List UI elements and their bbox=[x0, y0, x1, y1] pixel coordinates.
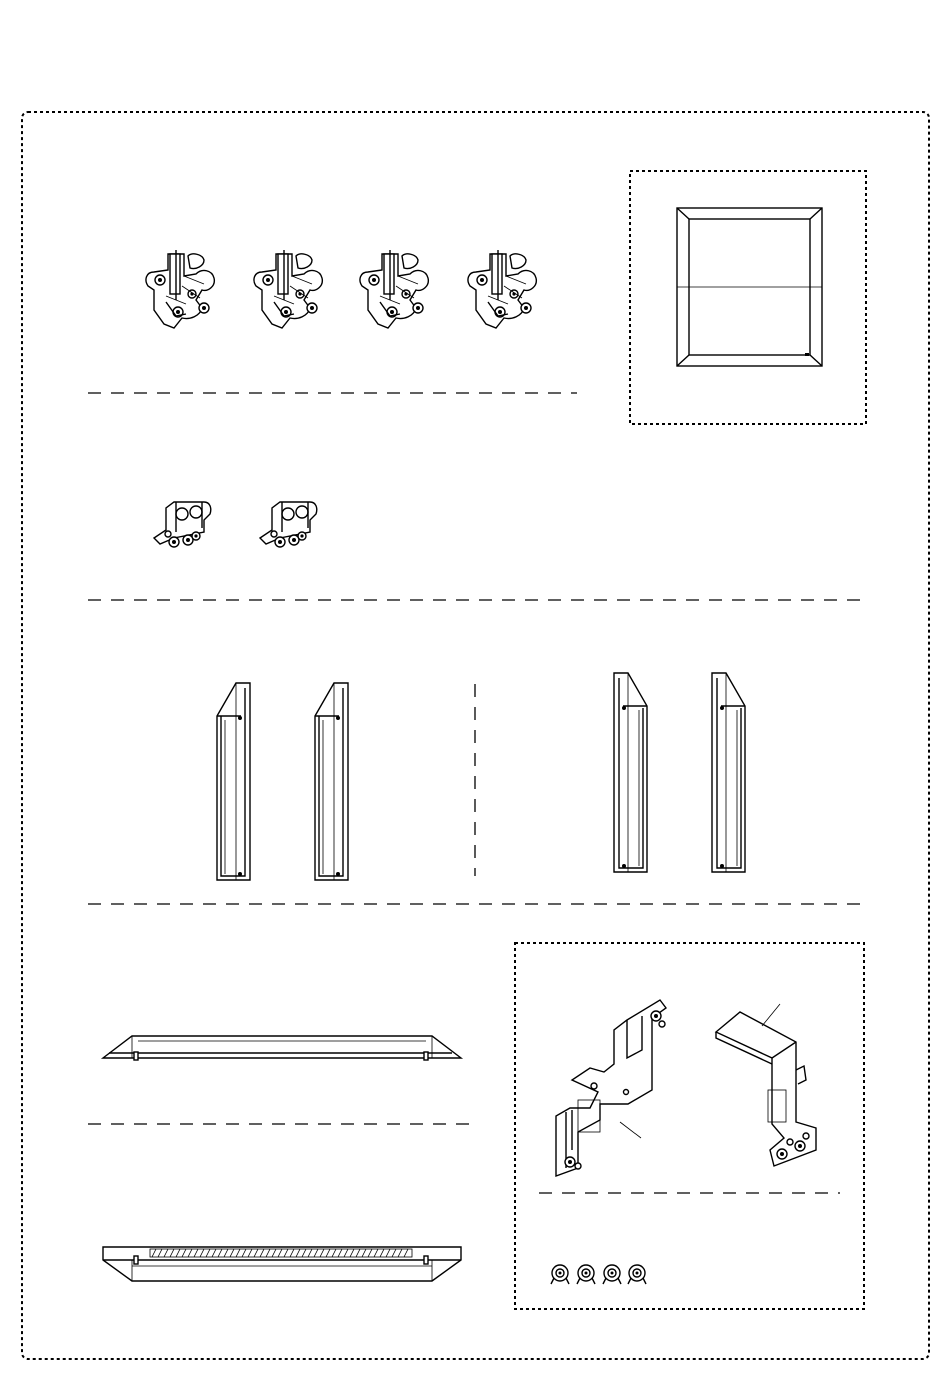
leader-line bbox=[762, 1004, 780, 1026]
vertical-frame bbox=[712, 673, 745, 872]
horizontal-frame-top bbox=[103, 1036, 461, 1060]
corner-bracket-row bbox=[146, 250, 536, 328]
vertical-frame bbox=[614, 673, 647, 872]
small-bracket bbox=[154, 502, 211, 547]
screw-icon bbox=[551, 1265, 569, 1284]
screw-icon bbox=[603, 1265, 621, 1284]
corner-bracket bbox=[468, 250, 536, 328]
small-bracket-row bbox=[154, 502, 317, 547]
corner-bracket bbox=[360, 250, 428, 328]
vertical-frames-left bbox=[217, 683, 348, 880]
vertical-frame bbox=[315, 683, 348, 880]
corner-bracket bbox=[254, 250, 322, 328]
vertical-frames-right bbox=[614, 673, 745, 872]
mounting-bracket-right bbox=[716, 1004, 816, 1166]
screw-icon bbox=[628, 1265, 646, 1284]
mounting-bracket-left bbox=[556, 1000, 666, 1176]
leader-line bbox=[620, 1122, 641, 1138]
cover-panel bbox=[677, 208, 822, 366]
small-bracket bbox=[260, 502, 317, 547]
screw-icon bbox=[577, 1265, 595, 1284]
corner-bracket bbox=[146, 250, 214, 328]
cover-panel-box bbox=[630, 171, 866, 424]
screw-row bbox=[551, 1265, 646, 1284]
vertical-frame bbox=[217, 683, 250, 880]
horizontal-frame-bottom bbox=[103, 1247, 461, 1281]
